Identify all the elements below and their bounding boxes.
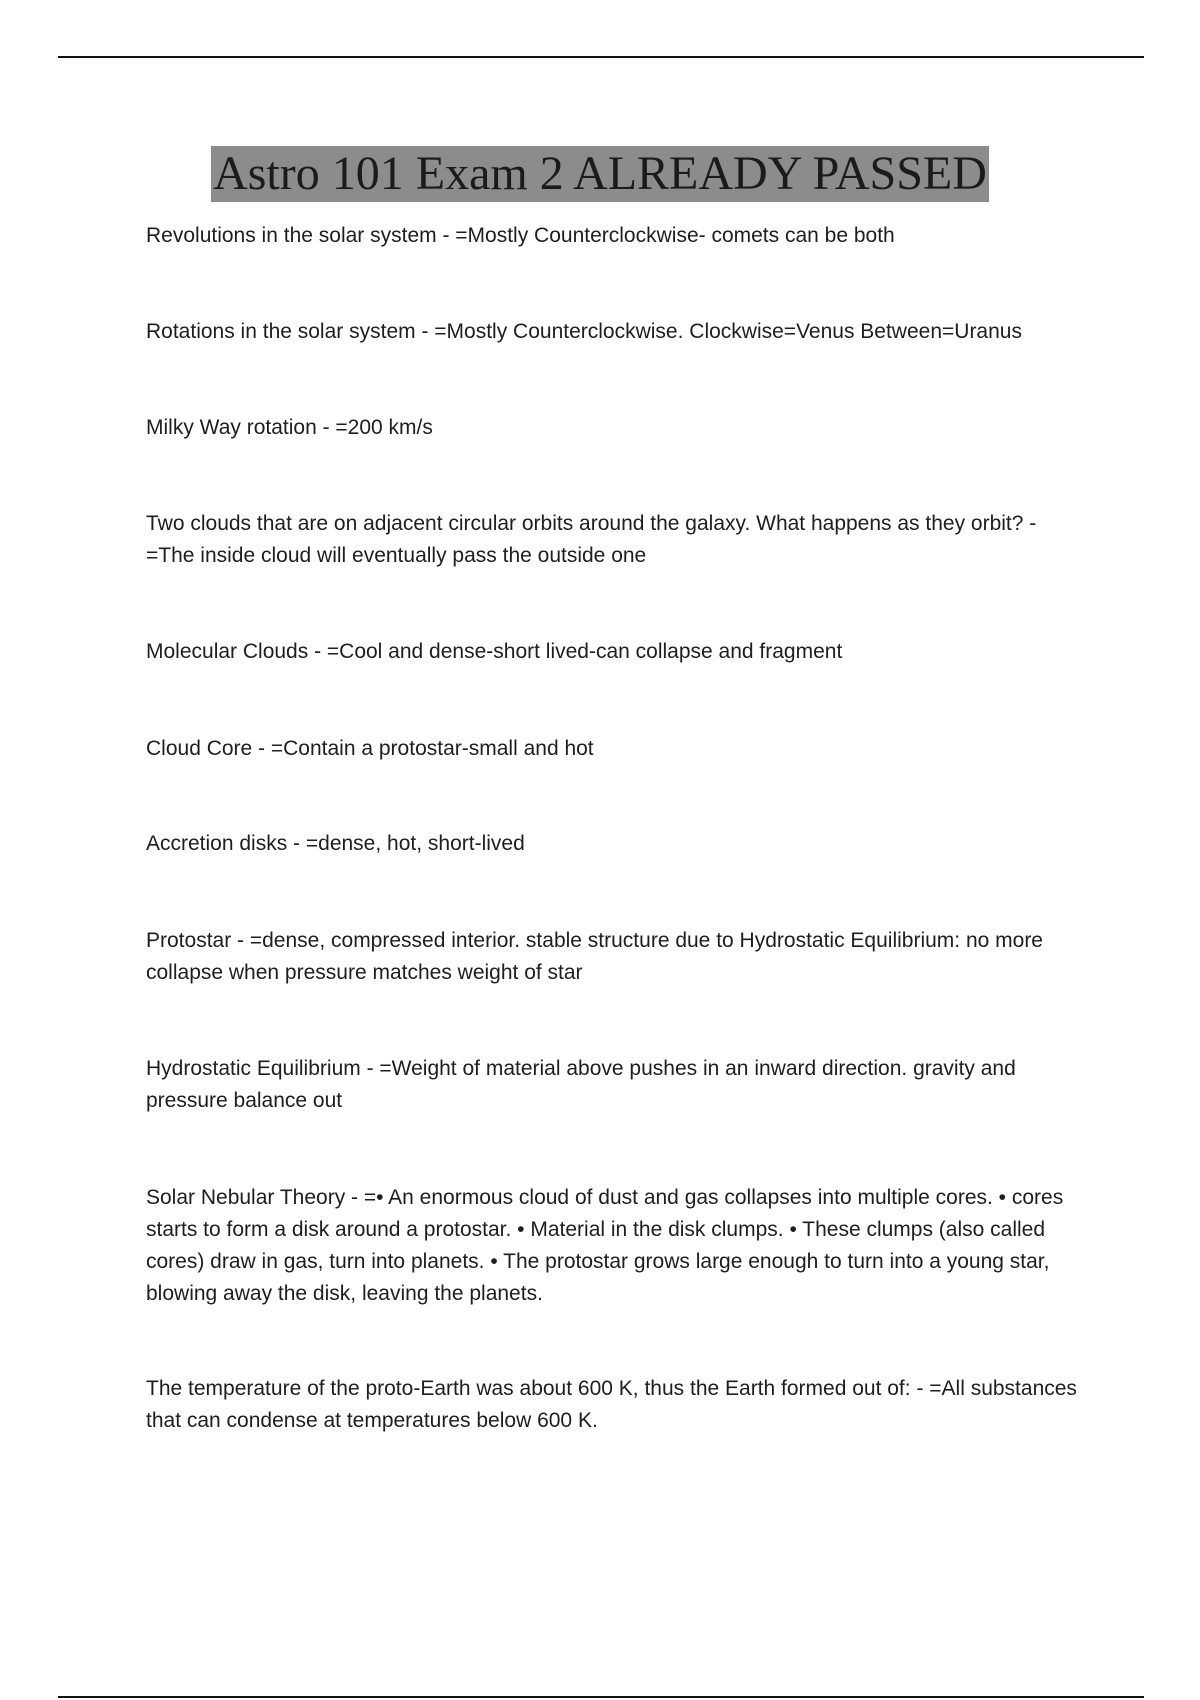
entry-two-clouds: Two clouds that are on adjacent circular orbits around the galaxy. What happens as they orbit? - =The inside cloud will eventually pass the outside one bbox=[146, 512, 1037, 567]
entry-proto-earth-temperature: The temperature of the proto-Earth was about 600 K, thus the Earth formed out of: - =All substances that can condense at temperatures below 600 K. bbox=[146, 1377, 1077, 1432]
entry-milky-way-rotation: Milky Way rotation - =200 km/s bbox=[146, 416, 433, 439]
top-divider bbox=[58, 56, 1144, 58]
entry-solar-nebular-theory: Solar Nebular Theory - =• An enormous cloud of dust and gas collapses into multiple cores. • cores starts to form a disk around a protostar. • Material in the disk clumps. • These clumps (also called cores) draw in gas, turn into planets. • The protostar grows large enough to turn into a young star, blowing away the disk, leaving the planets. bbox=[146, 1186, 1064, 1305]
entry-molecular-clouds: Molecular Clouds - =Cool and dense-short lived-can collapse and fragment bbox=[146, 640, 843, 663]
document-title: Astro 101 Exam 2 ALREADY PASSED bbox=[213, 147, 987, 200]
entry-hydrostatic-equilibrium: Hydrostatic Equilibrium - =Weight of material above pushes in an inward direction. gravity and pressure balance out bbox=[146, 1057, 1016, 1112]
entry-protostar: Protostar - =dense, compressed interior. stable structure due to Hydrostatic Equilibrium: no more collapse when pressure matches weight of star bbox=[146, 929, 1043, 984]
entry-accretion-disks: Accretion disks - =dense, hot, short-lived bbox=[146, 832, 525, 855]
title-container bbox=[0, 146, 1200, 202]
entry-revolutions: Revolutions in the solar system - =Mostly Counterclockwise- comets can be both bbox=[146, 224, 895, 247]
entry-rotations: Rotations in the solar system - =Mostly Counterclockwise. Clockwise=Venus Between=Uranus bbox=[146, 320, 1022, 343]
entry-cloud-core: Cloud Core - =Contain a protostar-small and hot bbox=[146, 737, 594, 760]
bottom-divider bbox=[58, 1696, 1144, 1698]
